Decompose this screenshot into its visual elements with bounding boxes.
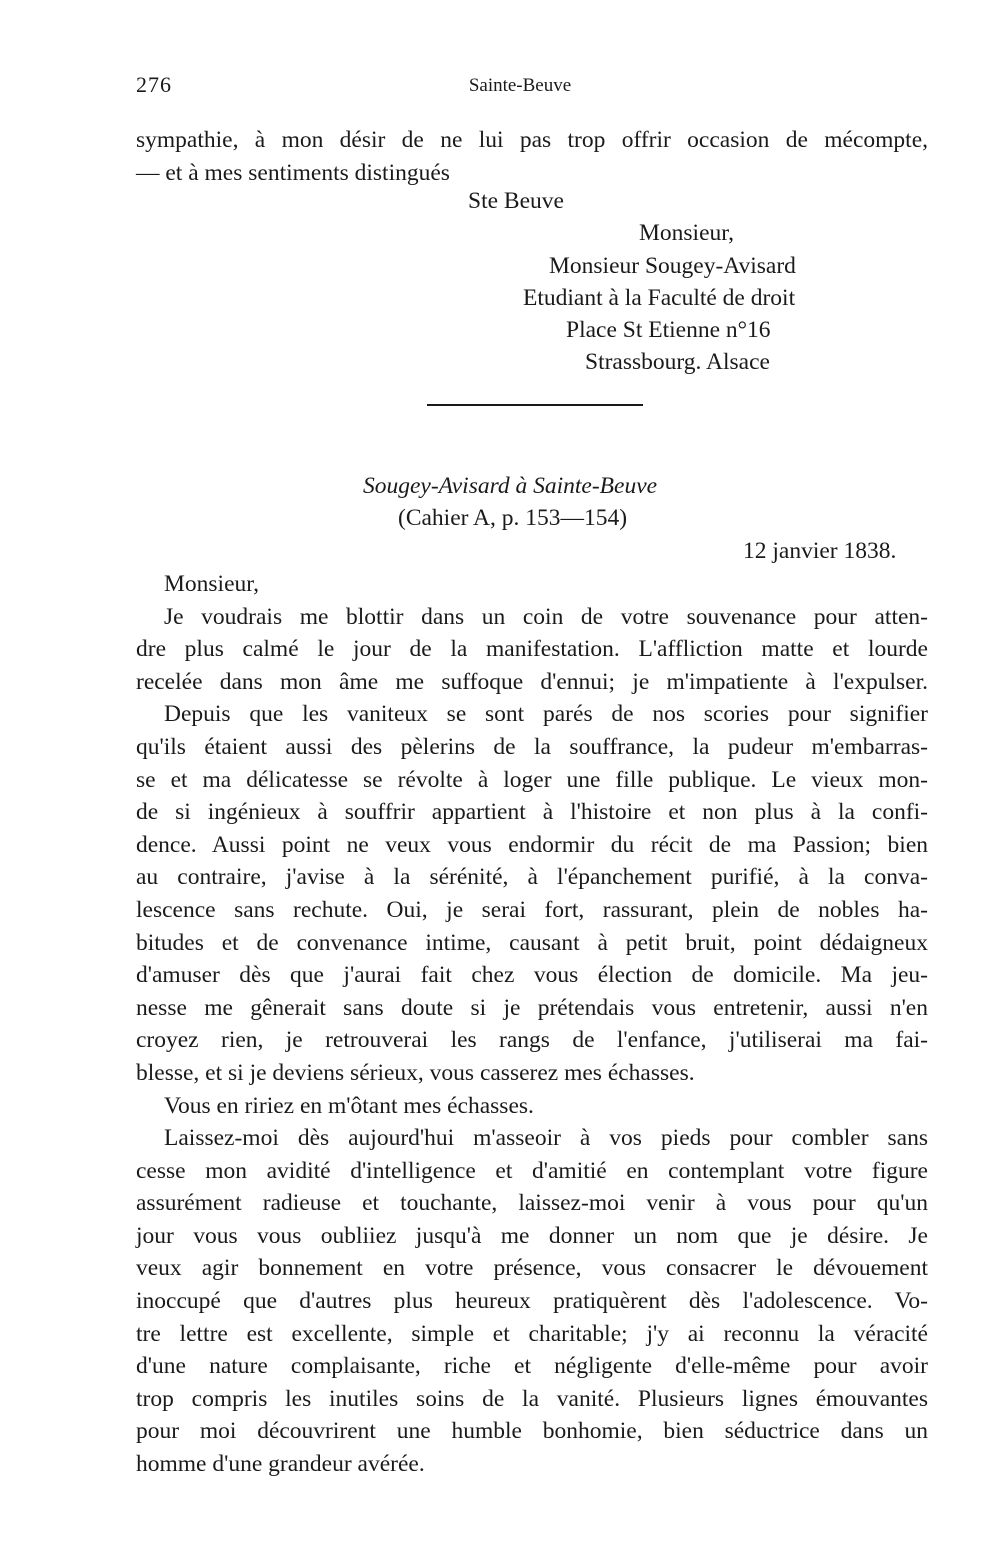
body-line: d'une nature complaisante, riche et négligente d'elle-même pour avoir xyxy=(136,1353,928,1380)
body-line: dre plus calmé le jour de la manifestation. L'affliction matte et lourde xyxy=(136,636,928,663)
body-line: homme d'une grandeur avérée. xyxy=(136,1451,425,1478)
body-line: assurément radieuse et touchante, laissez-moi venir à vous pour qu'un xyxy=(136,1190,928,1217)
letter-source: (Cahier A, p. 153—154) xyxy=(398,505,628,531)
body-line: qu'ils étaient aussi des pèlerins de la souffrance, la pudeur m'embarras- xyxy=(136,733,928,760)
body-line: lescence sans rechute. Oui, je serai fort, rassurant, plein de nobles ha- xyxy=(136,896,928,923)
body-line: Je voudrais me blottir dans un coin de votre souvenance pour atten- xyxy=(164,603,928,630)
page-header xyxy=(0,72,1000,102)
body-line: pour moi découvrirent une humble bonhomie, bien séductrice dans un xyxy=(136,1418,928,1445)
salutation: Monsieur, xyxy=(164,571,260,597)
body-line: Laissez-moi dès aujourd'hui m'asseoir à vos pieds pour combler sans xyxy=(164,1125,928,1152)
body-line: bitudes et de convenance intime, causant à petit bruit, point dédaigneux xyxy=(136,929,928,956)
body-line: nesse me gênerait sans doute si je prétendais vous entretenir, aussi n'en xyxy=(136,994,928,1021)
body-line: de si ingénieux à souffrir appartient à l'histoire et non plus à la confi- xyxy=(136,799,928,826)
address-line: Monsieur Sougey-Avisard xyxy=(549,253,796,279)
letter-title: Sougey-Avisard à Sainte-Beuve xyxy=(363,473,658,499)
body-line: veux agir bonnement en votre présence, vous consacrer le dévouement xyxy=(136,1255,928,1282)
address-line: Strassbourg. Alsace xyxy=(585,349,770,375)
closing-line: — et à mes sentiments distingués xyxy=(136,159,450,186)
previous-letter-closing xyxy=(136,124,928,189)
body-line: blesse, et si je deviens sérieux, vous casserez mes échasses. xyxy=(136,1059,695,1086)
letter-body xyxy=(136,568,928,1481)
signature: Ste Beuve xyxy=(468,188,564,214)
page-number: 276 xyxy=(136,72,172,97)
body-line: tre lettre est excellente, simple et charitable; j'y ai reconnu la véracité xyxy=(136,1320,928,1347)
body-line: inoccupé que d'autres plus heureux pratiquèrent dès l'adolescence. Vo- xyxy=(136,1288,928,1315)
body-line: jour vous vous oubliiez jusqu'à me donner un nom que je désire. Je xyxy=(136,1222,928,1249)
address-line: Etudiant à la Faculté de droit xyxy=(523,285,796,311)
body-line: trop compris les inutiles soins de la vanité. Plusieurs lignes émouvantes xyxy=(136,1385,928,1412)
letter-date: 12 janvier 1838. xyxy=(743,538,897,564)
body-line: recelée dans mon âme me suffoque d'ennui; je m'impatiente à l'expulser. xyxy=(136,668,928,695)
body-line: se et ma délicatesse se révolte à loger une fille publique. Le vieux mon- xyxy=(136,766,928,793)
body-line: Vous en ririez en m'ôtant mes échasses. xyxy=(164,1092,534,1119)
address-line: Monsieur, xyxy=(639,220,735,246)
body-line: d'amuser dès que j'aurai fait chez vous élection de domicile. Ma jeu- xyxy=(136,962,928,989)
body-line: cesse mon avidité d'intelligence et d'amitié en contemplant votre figure xyxy=(136,1157,928,1184)
closing-line: sympathie, à mon désir de ne lui pas trop offrir occasion de mécompte, xyxy=(136,127,928,153)
body-line: au contraire, j'avise à la sérénité, à l'épanchement purifié, à la conva- xyxy=(136,864,928,891)
address-line: Place St Etienne n°16 xyxy=(566,317,771,343)
running-head: Sainte-Beuve xyxy=(468,75,572,96)
body-line: Depuis que les vaniteux se sont parés de nos scories pour signifier xyxy=(164,701,928,728)
body-line: croyez rien, je retrouverai les rangs de l'enfance, j'utiliserai ma fai- xyxy=(136,1027,928,1054)
section-divider xyxy=(427,404,643,406)
body-line: dence. Aussi point ne veux vous endormir du récit de ma Passion; bien xyxy=(136,831,928,858)
